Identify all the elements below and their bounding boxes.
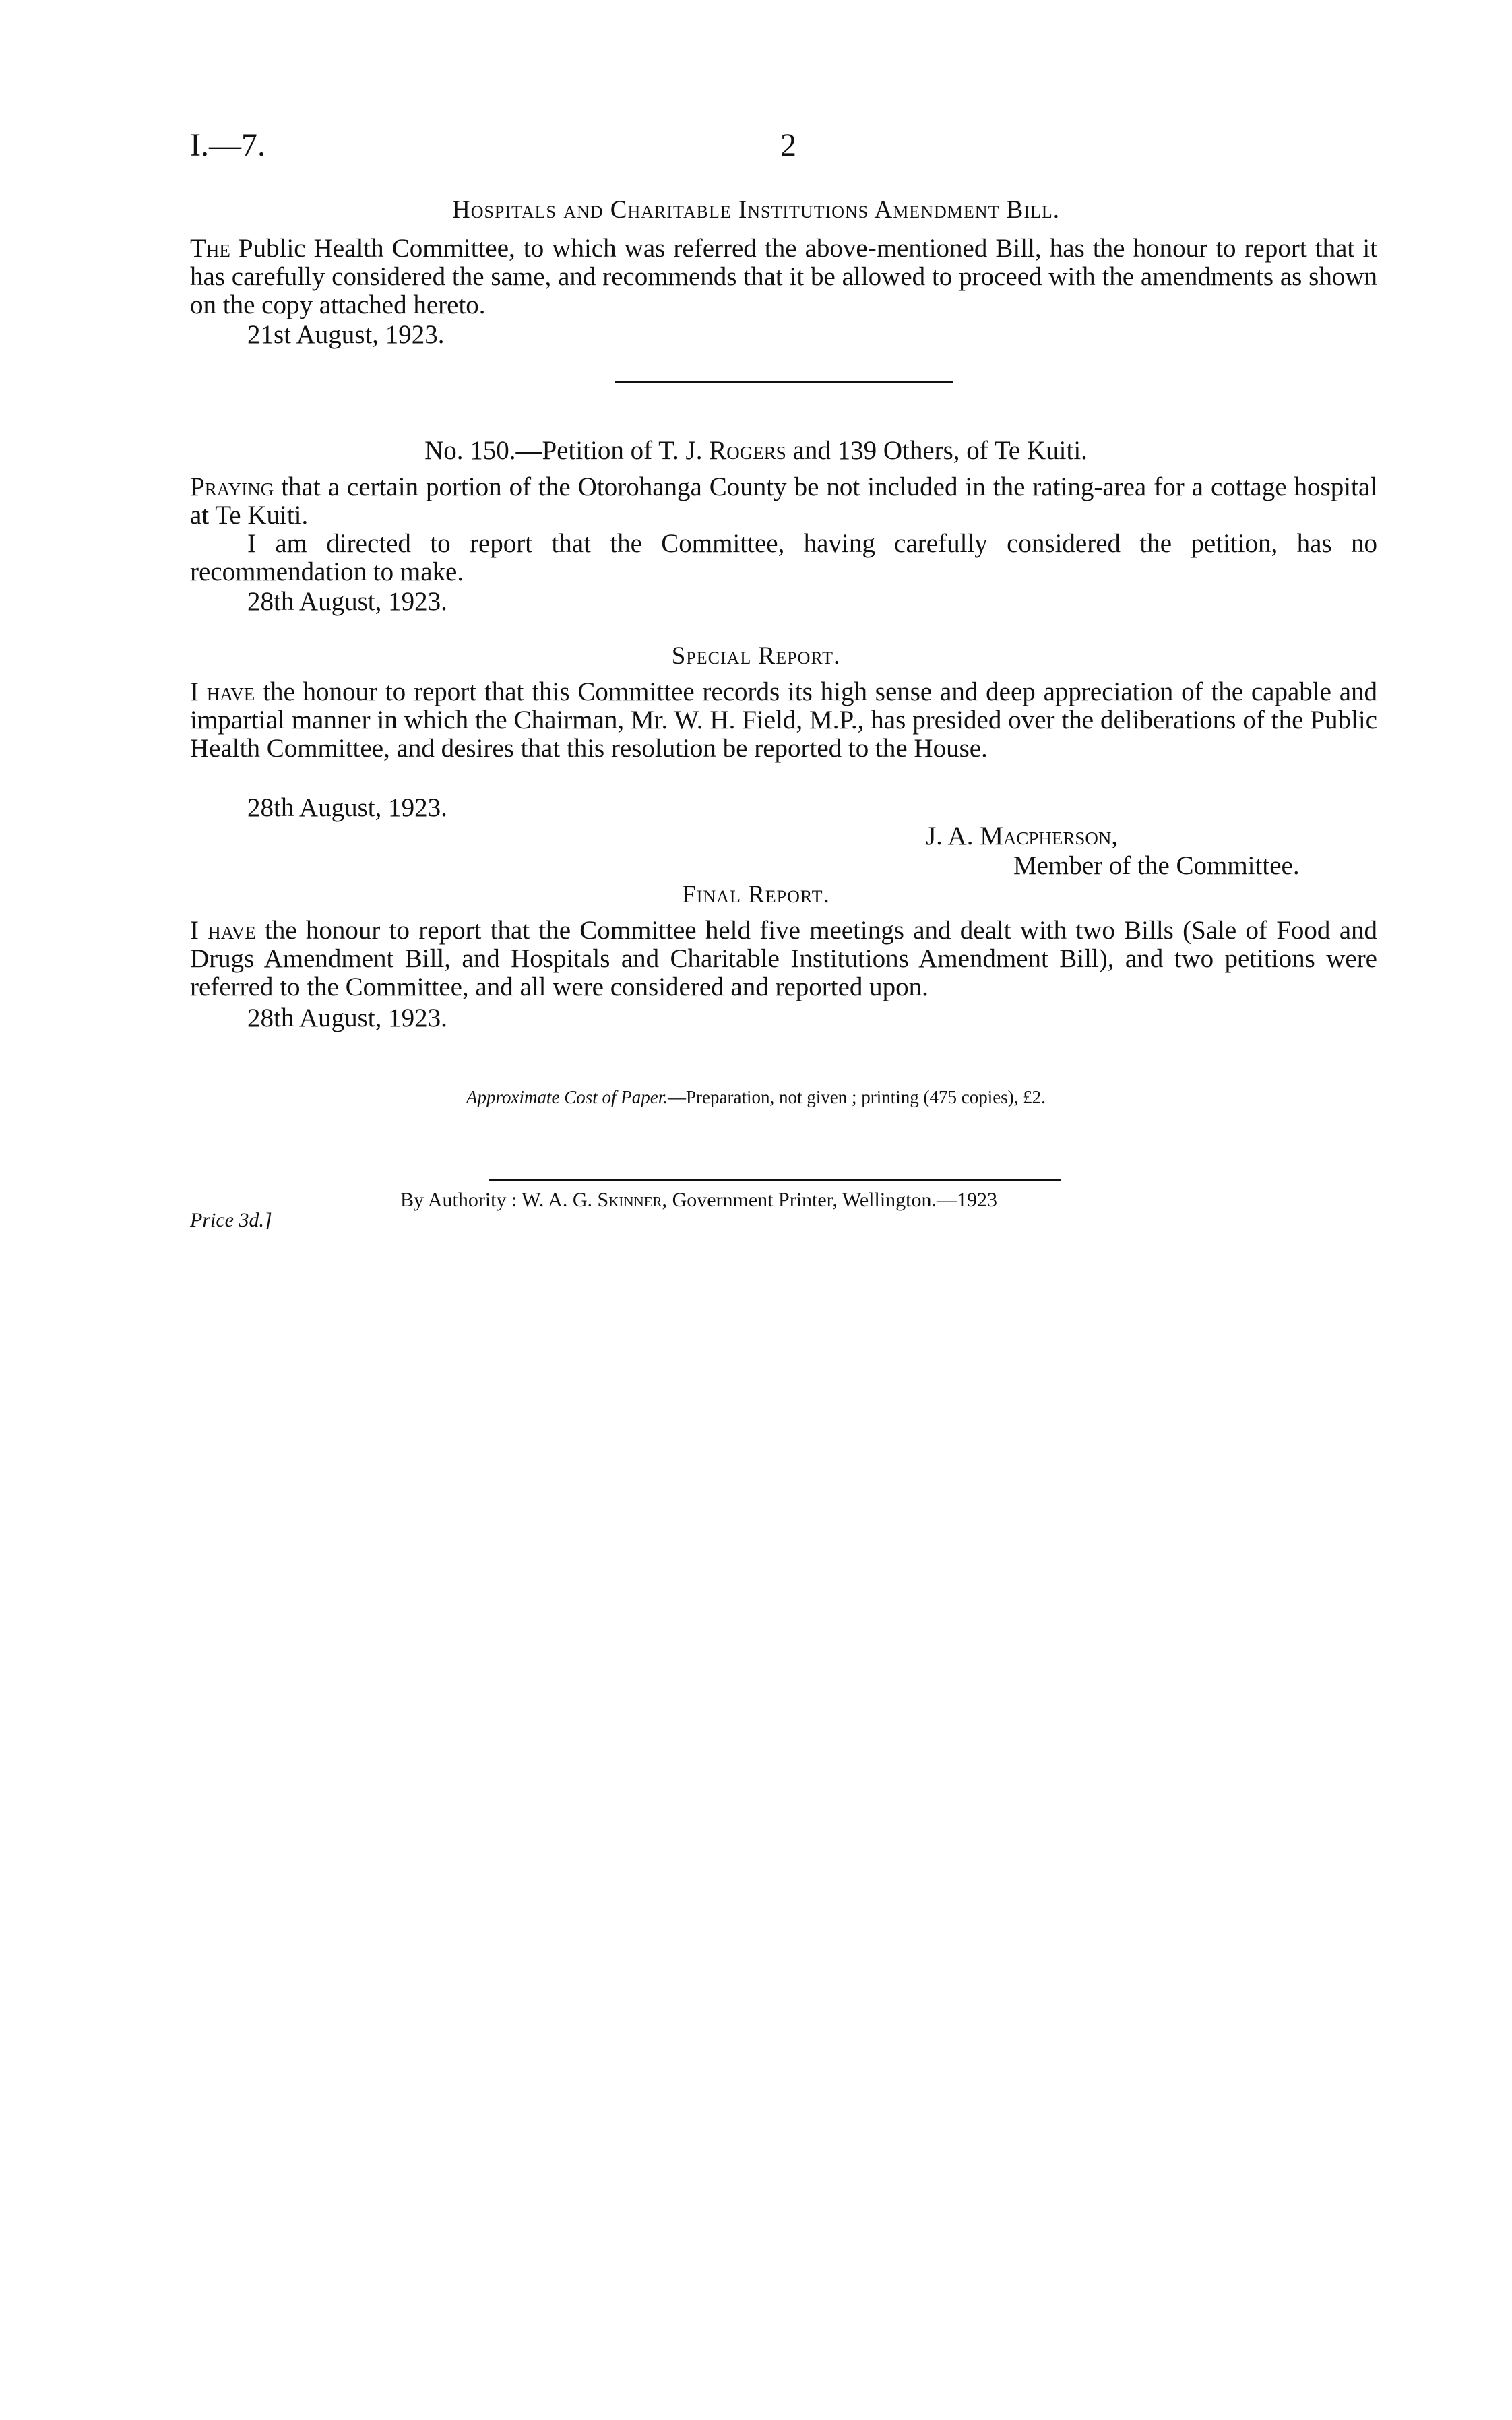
page-number: 2 <box>780 127 796 163</box>
petition-report: I am directed to report that the Committee, having carefully considered the petition, has no recommendation to make. <box>190 529 1377 586</box>
special-report-text: the honour to report that this Committee records its high sense and deep appreciation of the capable and impartial manner in which the Chairman, Mr. W. H. Field, M.P., has presided over the deliberations of the Public Health Committee, and desires that this resolution be reported to the House. <box>190 677 1378 763</box>
bill-report-title: Hospitals and Charitable Institutions Amendment Bill. <box>451 196 1061 224</box>
special-report-body <box>190 678 1377 763</box>
authority-prefix: By Authority : W. A. G. <box>400 1189 593 1211</box>
petition-prayer-text: that a certain portion of the Otorohanga County be not included in the rating-area for a cottage hospital at Te Kuiti. <box>190 472 1378 530</box>
cost-detail: —Preparation, not given ; printing (475 copies), £2. <box>668 1087 1046 1107</box>
signatory-role: Member of the Committee. <box>1013 851 1300 880</box>
footer-divider <box>489 1179 1061 1181</box>
price: Price 3d.] <box>190 1209 272 1231</box>
signatory-line <box>926 821 1118 851</box>
bill-report-body <box>190 235 1377 319</box>
final-report-body <box>190 917 1377 1001</box>
cost-of-paper <box>0 1087 1512 1108</box>
printer-authority <box>400 1189 997 1212</box>
bill-report-date: 21st August, 1923. <box>247 320 445 349</box>
bill-report-lead: The <box>190 234 230 263</box>
petition-prayer <box>190 473 1377 530</box>
special-report-title: Special Report. <box>671 642 841 670</box>
bill-report-text: Public Health Committee, to which was referred the above-mentioned Bill, has the honour to report that it has carefully considered the same, and recommends that it be allowed to proceed with the amendments as shown on the copy attached hereto. <box>190 234 1377 319</box>
special-report-date: 28th August, 1923. <box>247 793 447 822</box>
final-report-text: the honour to report that the Committee held five meetings and dealt with two Bills (Sale of Food and Drugs Amendment Bill, and Hospitals and Charitable Institutions Amendment Bill), and two petitions were referred to the Committee, and all were considered and reported upon. <box>190 916 1378 1001</box>
cost-label: Approximate Cost of Paper. <box>466 1087 668 1107</box>
petition-title-suffix: and 139 Others, of Te Kuiti. <box>792 436 1088 465</box>
final-report-lead: I have <box>190 916 256 945</box>
petition-title-name: Rogers <box>709 436 786 465</box>
special-report-lead: I have <box>190 677 255 706</box>
petition-title <box>0 435 1512 466</box>
authority-name: Skinner, <box>597 1189 668 1211</box>
petition-lead: Praying <box>190 472 274 501</box>
petition-title-prefix: No. 150.—Petition of T. J. <box>424 436 703 465</box>
final-report-title: Final Report. <box>682 881 830 908</box>
signatory-name: Macpherson, <box>980 821 1119 850</box>
final-report-date: 28th August, 1923. <box>247 1003 447 1032</box>
authority-suffix: Government Printer, Wellington.—1923 <box>672 1189 997 1211</box>
signatory-initials: J. A. <box>926 821 974 850</box>
section-divider <box>615 381 953 383</box>
document-reference: I.—7. <box>190 127 265 163</box>
petition-date: 28th August, 1923. <box>247 587 447 616</box>
